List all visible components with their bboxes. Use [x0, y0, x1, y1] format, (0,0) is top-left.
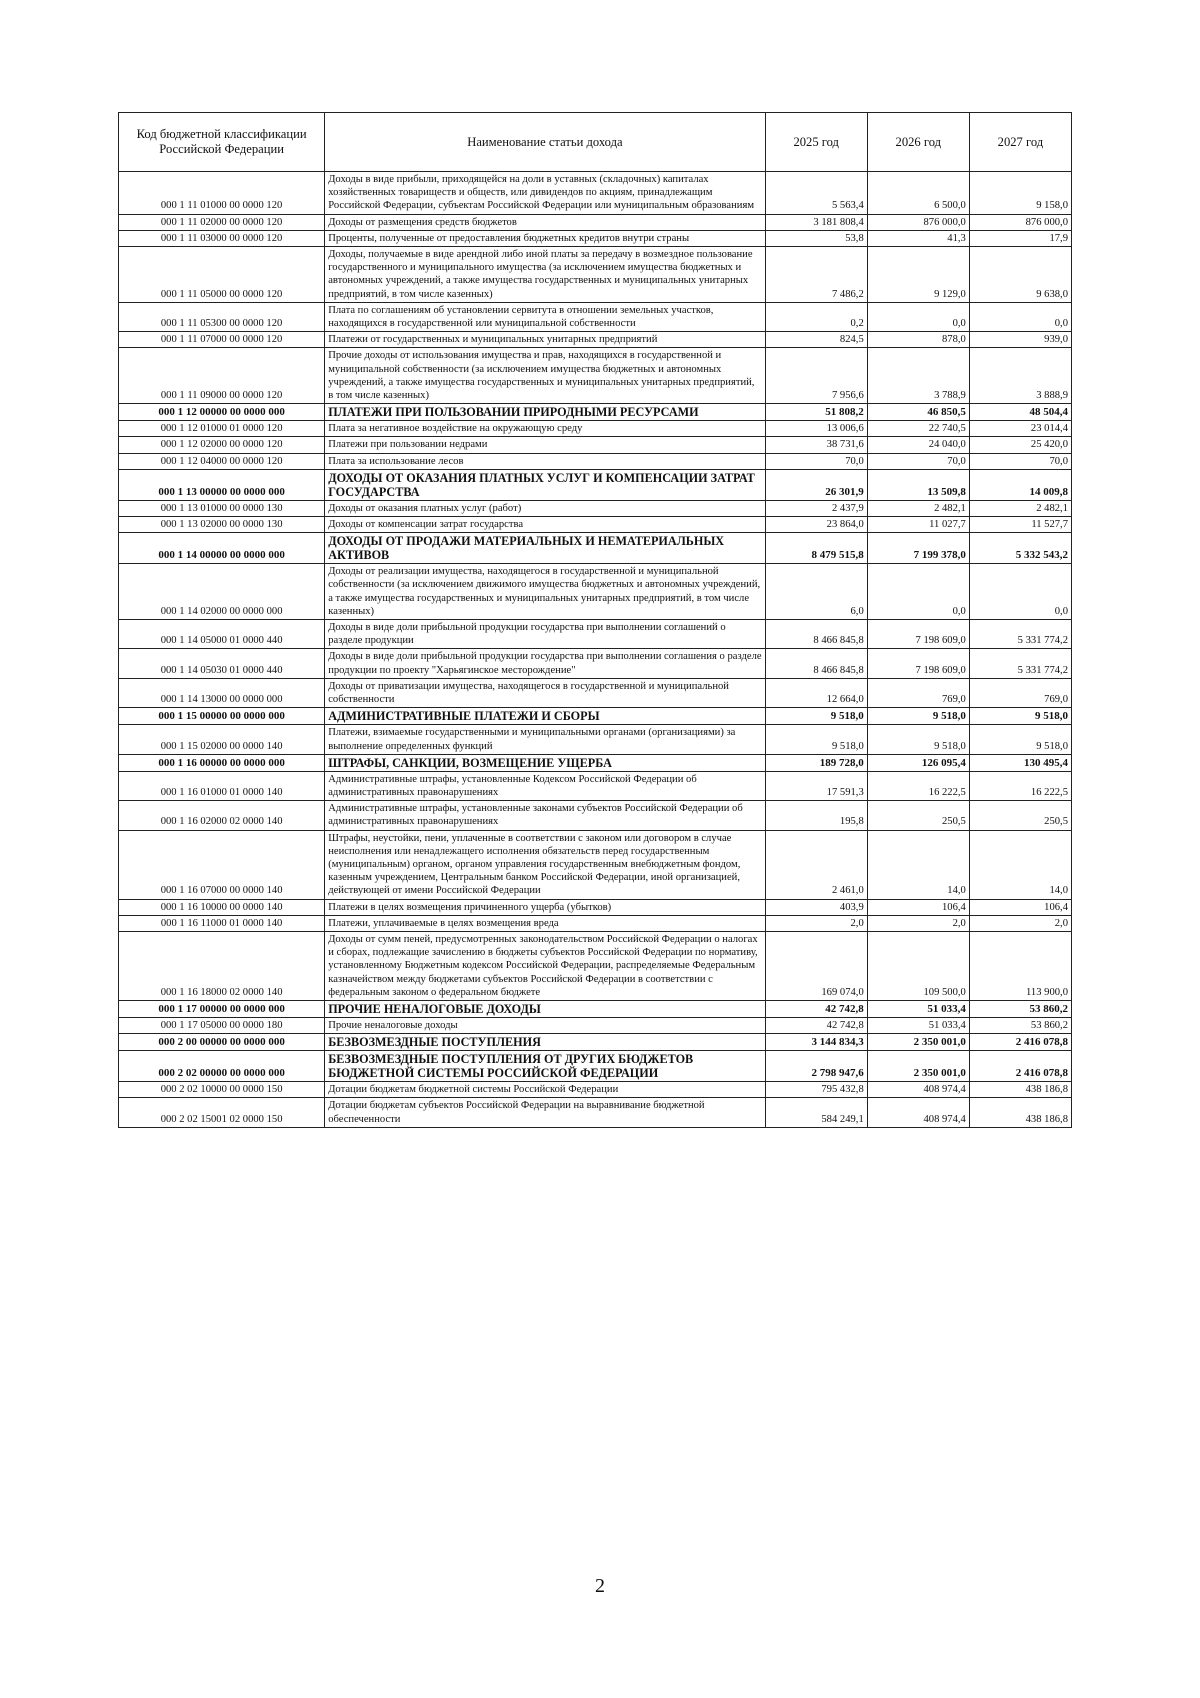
row-value-2026: 250,5 [867, 801, 969, 830]
row-value-2025: 26 301,9 [765, 469, 867, 500]
row-value-2026: 41,3 [867, 230, 969, 246]
row-value-2025: 189 728,0 [765, 754, 867, 771]
row-value-2025: 38 731,6 [765, 437, 867, 453]
table-header-row [119, 113, 1072, 172]
row-value-2027: 9 518,0 [969, 708, 1071, 725]
row-value-2025: 2,0 [765, 915, 867, 931]
row-value-2027: 5 331 774,2 [969, 620, 1071, 649]
row-value-2025: 195,8 [765, 801, 867, 830]
budget-revenue-sheet [118, 112, 1072, 1128]
row-code: 000 1 13 00000 00 0000 000 [119, 469, 325, 500]
row-code: 000 1 16 07000 00 0000 140 [119, 830, 325, 899]
row-value-2025: 2 461,0 [765, 830, 867, 899]
page-number: 2 [595, 1575, 605, 1597]
row-value-2027: 876 000,0 [969, 214, 1071, 230]
row-code: 000 1 11 01000 00 0000 120 [119, 172, 325, 215]
row-name: Платежи в целях возмещения причиненного ущерба (убытков) [325, 899, 765, 915]
row-value-2025: 12 664,0 [765, 678, 867, 707]
row-value-2026: 109 500,0 [867, 931, 969, 1000]
table-row [119, 1098, 1072, 1127]
table-row [119, 649, 1072, 678]
row-code: 000 1 15 02000 00 0000 140 [119, 725, 325, 754]
row-value-2027: 23 014,4 [969, 421, 1071, 437]
row-name: Платежи от государственных и муниципальных унитарных предприятий [325, 332, 765, 348]
row-code: 000 1 13 01000 00 0000 130 [119, 500, 325, 516]
row-name: Административные штрафы, установленные Кодексом Российской Федерации об административных правонарушениях [325, 771, 765, 800]
row-value-2026: 14,0 [867, 830, 969, 899]
row-value-2027: 113 900,0 [969, 931, 1071, 1000]
table-row-section [119, 754, 1072, 771]
row-value-2027: 53 860,2 [969, 1000, 1071, 1017]
row-value-2027: 2 416 078,8 [969, 1051, 1071, 1082]
row-code: 000 1 17 00000 00 0000 000 [119, 1000, 325, 1017]
revenue-table [118, 112, 1072, 1128]
row-name: Доходы от реализации имущества, находящегося в государственной и муниципальной собственности (за исключением движимого имущества бюджетных и автономных учреждений, а также имущества государственных и муниципальных унитарных предприятий, в том числе казенных) [325, 564, 765, 620]
header-name: Наименование статьи дохода [325, 113, 765, 172]
row-value-2027: 14,0 [969, 830, 1071, 899]
row-name: ШТРАФЫ, САНКЦИИ, ВОЗМЕЩЕНИЕ УЩЕРБА [325, 754, 765, 771]
row-value-2027: 130 495,4 [969, 754, 1071, 771]
row-value-2025: 8 479 515,8 [765, 533, 867, 564]
row-value-2027: 53 860,2 [969, 1017, 1071, 1033]
header-2025: 2025 год [765, 113, 867, 172]
table-row [119, 830, 1072, 899]
row-code: 000 1 14 05030 01 0000 440 [119, 649, 325, 678]
row-value-2026: 7 198 609,0 [867, 620, 969, 649]
table-row [119, 899, 1072, 915]
row-code: 000 1 16 10000 00 0000 140 [119, 899, 325, 915]
row-value-2025: 53,8 [765, 230, 867, 246]
row-value-2025: 3 144 834,3 [765, 1034, 867, 1051]
table-row [119, 678, 1072, 707]
table-row [119, 332, 1072, 348]
row-value-2025: 5 563,4 [765, 172, 867, 215]
row-value-2027: 16 222,5 [969, 771, 1071, 800]
table-row [119, 453, 1072, 469]
row-value-2025: 3 181 808,4 [765, 214, 867, 230]
row-value-2026: 0,0 [867, 564, 969, 620]
row-value-2026: 3 788,9 [867, 348, 969, 404]
row-code: 000 1 16 01000 01 0000 140 [119, 771, 325, 800]
row-code: 000 2 02 00000 00 0000 000 [119, 1051, 325, 1082]
row-value-2026: 51 033,4 [867, 1000, 969, 1017]
row-name: Дотации бюджетам бюджетной системы Российской Федерации [325, 1082, 765, 1098]
row-code: 000 1 11 05300 00 0000 120 [119, 302, 325, 331]
row-value-2027: 70,0 [969, 453, 1071, 469]
row-value-2025: 7 486,2 [765, 247, 867, 303]
header-2026: 2026 год [867, 113, 969, 172]
table-row [119, 517, 1072, 533]
row-value-2025: 23 864,0 [765, 517, 867, 533]
row-code: 000 1 12 01000 01 0000 120 [119, 421, 325, 437]
row-value-2025: 2 437,9 [765, 500, 867, 516]
row-name: Доходы в виде доли прибыльной продукции государства при выполнении соглашения о разделе продукции по проекту "Харьягинское месторождение" [325, 649, 765, 678]
table-row [119, 1082, 1072, 1098]
row-value-2026: 70,0 [867, 453, 969, 469]
row-value-2025: 2 798 947,6 [765, 1051, 867, 1082]
row-value-2025: 7 956,6 [765, 348, 867, 404]
table-row-section [119, 1034, 1072, 1051]
row-value-2027: 48 504,4 [969, 404, 1071, 421]
row-value-2026: 24 040,0 [867, 437, 969, 453]
row-code: 000 1 16 02000 02 0000 140 [119, 801, 325, 830]
row-value-2027: 17,9 [969, 230, 1071, 246]
row-code: 000 1 16 11000 01 0000 140 [119, 915, 325, 931]
table-row-section [119, 708, 1072, 725]
row-name: БЕЗВОЗМЕЗДНЫЕ ПОСТУПЛЕНИЯ [325, 1034, 765, 1051]
row-name: Прочие неналоговые доходы [325, 1017, 765, 1033]
table-row [119, 771, 1072, 800]
row-value-2026: 46 850,5 [867, 404, 969, 421]
row-value-2026: 126 095,4 [867, 754, 969, 771]
table-row [119, 564, 1072, 620]
table-row [119, 931, 1072, 1000]
row-value-2027: 250,5 [969, 801, 1071, 830]
row-value-2027: 5 331 774,2 [969, 649, 1071, 678]
row-value-2026: 9 518,0 [867, 708, 969, 725]
table-row [119, 172, 1072, 215]
row-value-2027: 2,0 [969, 915, 1071, 931]
row-value-2026: 6 500,0 [867, 172, 969, 215]
row-name: Прочие доходы от использования имущества и прав, находящихся в государственной и муниципальной собственности (за исключением имущества бюджетных и автономных учреждений, а также имущества государственных и муниципальных унитарных предприятий, в том числе казенных) [325, 348, 765, 404]
table-row [119, 214, 1072, 230]
row-code: 000 1 16 00000 00 0000 000 [119, 754, 325, 771]
row-name: Доходы от оказания платных услуг (работ) [325, 500, 765, 516]
row-value-2025: 70,0 [765, 453, 867, 469]
row-value-2025: 584 249,1 [765, 1098, 867, 1127]
row-value-2025: 9 518,0 [765, 708, 867, 725]
row-name: ДОХОДЫ ОТ ОКАЗАНИЯ ПЛАТНЫХ УСЛУГ И КОМПЕНСАЦИИ ЗАТРАТ ГОСУДАРСТВА [325, 469, 765, 500]
table-row-section [119, 404, 1072, 421]
table-row-section [119, 533, 1072, 564]
row-name: Доходы от сумм пеней, предусмотренных законодательством Российской Федерации о налогах и сборах, подлежащие зачислению в бюджеты субъектов Российской Федерации по нормативу, установленному Бюджетным кодексом Российской Федерации, распределяемые Федеральным казначейством между бюджетами субъектов Российской Федерации в соответствии с федеральным законом о федеральном бюджете [325, 931, 765, 1000]
row-name: Платежи, взимаемые государственными и муниципальными органами (организациями) за выполнение определенных функций [325, 725, 765, 754]
row-value-2026: 9 129,0 [867, 247, 969, 303]
row-value-2025: 13 006,6 [765, 421, 867, 437]
row-value-2027: 0,0 [969, 564, 1071, 620]
row-name: Плата за использование лесов [325, 453, 765, 469]
row-value-2027: 939,0 [969, 332, 1071, 348]
row-code: 000 1 17 05000 00 0000 180 [119, 1017, 325, 1033]
row-value-2025: 9 518,0 [765, 725, 867, 754]
row-value-2026: 9 518,0 [867, 725, 969, 754]
table-row [119, 421, 1072, 437]
row-code: 000 1 11 02000 00 0000 120 [119, 214, 325, 230]
row-value-2027: 438 186,8 [969, 1098, 1071, 1127]
row-name: Доходы в виде прибыли, приходящейся на доли в уставных (складочных) капиталах хозяйственных товариществ и обществ, или дивидендов по акциям, принадлежащим Российской Федерации, субъектам Российской Федерации или муниципальным образованиям [325, 172, 765, 215]
table-row [119, 348, 1072, 404]
row-value-2026: 2 350 001,0 [867, 1051, 969, 1082]
row-value-2026: 876 000,0 [867, 214, 969, 230]
row-code: 000 1 13 02000 00 0000 130 [119, 517, 325, 533]
row-value-2025: 403,9 [765, 899, 867, 915]
row-value-2026: 11 027,7 [867, 517, 969, 533]
row-value-2026: 7 198 609,0 [867, 649, 969, 678]
row-value-2027: 9 158,0 [969, 172, 1071, 215]
row-value-2027: 3 888,9 [969, 348, 1071, 404]
row-value-2027: 438 186,8 [969, 1082, 1071, 1098]
row-value-2027: 2 482,1 [969, 500, 1071, 516]
table-row [119, 725, 1072, 754]
row-code: 000 1 11 05000 00 0000 120 [119, 247, 325, 303]
row-value-2027: 9 518,0 [969, 725, 1071, 754]
row-name: Доходы в виде доли прибыльной продукции государства при выполнении соглашений о разделе продукции [325, 620, 765, 649]
table-row-section [119, 469, 1072, 500]
row-value-2026: 51 033,4 [867, 1017, 969, 1033]
table-row-section [119, 1000, 1072, 1017]
row-value-2026: 7 199 378,0 [867, 533, 969, 564]
row-code: 000 1 16 18000 02 0000 140 [119, 931, 325, 1000]
row-value-2025: 8 466 845,8 [765, 620, 867, 649]
row-value-2026: 2,0 [867, 915, 969, 931]
row-code: 000 1 12 04000 00 0000 120 [119, 453, 325, 469]
table-row [119, 620, 1072, 649]
header-code: Код бюджетной классификации Российской Федерации [119, 113, 325, 172]
row-code: 000 1 12 00000 00 0000 000 [119, 404, 325, 421]
row-value-2027: 2 416 078,8 [969, 1034, 1071, 1051]
row-value-2027: 769,0 [969, 678, 1071, 707]
table-row [119, 437, 1072, 453]
row-name: ПРОЧИЕ НЕНАЛОГОВЫЕ ДОХОДЫ [325, 1000, 765, 1017]
row-code: 000 1 14 13000 00 0000 000 [119, 678, 325, 707]
row-name: Плата по соглашениям об установлении сервитута в отношении земельных участков, находящихся в государственной или муниципальной собственности [325, 302, 765, 331]
row-value-2025: 51 808,2 [765, 404, 867, 421]
row-value-2025: 8 466 845,8 [765, 649, 867, 678]
table-row [119, 302, 1072, 331]
row-value-2025: 169 074,0 [765, 931, 867, 1000]
row-value-2026: 22 740,5 [867, 421, 969, 437]
row-name: Доходы от размещения средств бюджетов [325, 214, 765, 230]
row-value-2025: 17 591,3 [765, 771, 867, 800]
row-value-2027: 5 332 543,2 [969, 533, 1071, 564]
row-value-2026: 106,4 [867, 899, 969, 915]
row-value-2027: 9 638,0 [969, 247, 1071, 303]
row-code: 000 2 02 10000 00 0000 150 [119, 1082, 325, 1098]
row-name: Штрафы, неустойки, пени, уплаченные в соответствии с законом или договором в случае неисполнения или ненадлежащего исполнения обязательств перед государственным (муниципальным) органом, органом управления государственным внебюджетным фондом, казенным учреждением, Центральным банком Российской Федерации, иной организацией, действующей от имени Российской Федерации [325, 830, 765, 899]
row-value-2027: 0,0 [969, 302, 1071, 331]
row-value-2027: 14 009,8 [969, 469, 1071, 500]
row-name: Доходы от компенсации затрат государства [325, 517, 765, 533]
row-name: БЕЗВОЗМЕЗДНЫЕ ПОСТУПЛЕНИЯ ОТ ДРУГИХ БЮДЖЕТОВ БЮДЖЕТНОЙ СИСТЕМЫ РОССИЙСКОЙ ФЕДЕРАЦИИ [325, 1051, 765, 1082]
row-value-2026: 2 350 001,0 [867, 1034, 969, 1051]
row-value-2027: 25 420,0 [969, 437, 1071, 453]
row-code: 000 1 12 02000 00 0000 120 [119, 437, 325, 453]
row-value-2025: 6,0 [765, 564, 867, 620]
row-name: Дотации бюджетам субъектов Российской Федерации на выравнивание бюджетной обеспеченности [325, 1098, 765, 1127]
table-body [119, 172, 1072, 1128]
row-value-2026: 0,0 [867, 302, 969, 331]
row-name: Доходы, получаемые в виде арендной либо иной платы за передачу в возмездное пользование государственного и муниципального имущества (за исключением имущества бюджетных и автономных учреждений, а также имущества государственных и муниципальных унитарных предприятий, в том числе казенных) [325, 247, 765, 303]
row-value-2025: 795 432,8 [765, 1082, 867, 1098]
row-code: 000 1 11 03000 00 0000 120 [119, 230, 325, 246]
row-name: АДМИНИСТРАТИВНЫЕ ПЛАТЕЖИ И СБОРЫ [325, 708, 765, 725]
row-code: 000 2 00 00000 00 0000 000 [119, 1034, 325, 1051]
row-value-2025: 824,5 [765, 332, 867, 348]
row-value-2027: 11 527,7 [969, 517, 1071, 533]
row-code: 000 1 11 09000 00 0000 120 [119, 348, 325, 404]
row-name: ДОХОДЫ ОТ ПРОДАЖИ МАТЕРИАЛЬНЫХ И НЕМАТЕРИАЛЬНЫХ АКТИВОВ [325, 533, 765, 564]
row-value-2026: 2 482,1 [867, 500, 969, 516]
table-row [119, 500, 1072, 516]
table-row [119, 915, 1072, 931]
row-code: 000 2 02 15001 02 0000 150 [119, 1098, 325, 1127]
row-name: Платежи, уплачиваемые в целях возмещения вреда [325, 915, 765, 931]
row-value-2026: 13 509,8 [867, 469, 969, 500]
row-value-2026: 408 974,4 [867, 1098, 969, 1127]
table-row [119, 1017, 1072, 1033]
row-name: Платежи при пользовании недрами [325, 437, 765, 453]
row-name: ПЛАТЕЖИ ПРИ ПОЛЬЗОВАНИИ ПРИРОДНЫМИ РЕСУРСАМИ [325, 404, 765, 421]
row-code: 000 1 14 05000 01 0000 440 [119, 620, 325, 649]
row-name: Доходы от приватизации имущества, находящегося в государственной и муниципальной собственности [325, 678, 765, 707]
row-value-2026: 16 222,5 [867, 771, 969, 800]
table-row-section [119, 1051, 1072, 1082]
row-value-2027: 106,4 [969, 899, 1071, 915]
row-code: 000 1 14 00000 00 0000 000 [119, 533, 325, 564]
row-code: 000 1 14 02000 00 0000 000 [119, 564, 325, 620]
table-row [119, 230, 1072, 246]
row-value-2026: 878,0 [867, 332, 969, 348]
row-value-2025: 42 742,8 [765, 1017, 867, 1033]
row-code: 000 1 15 00000 00 0000 000 [119, 708, 325, 725]
row-value-2025: 42 742,8 [765, 1000, 867, 1017]
row-name: Административные штрафы, установленные законами субъектов Российской Федерации об административных правонарушениях [325, 801, 765, 830]
row-name: Плата за негативное воздействие на окружающую среду [325, 421, 765, 437]
table-row [119, 801, 1072, 830]
table-row [119, 247, 1072, 303]
row-value-2026: 408 974,4 [867, 1082, 969, 1098]
row-value-2026: 769,0 [867, 678, 969, 707]
row-name: Проценты, полученные от предоставления бюджетных кредитов внутри страны [325, 230, 765, 246]
row-code: 000 1 11 07000 00 0000 120 [119, 332, 325, 348]
row-value-2025: 0,2 [765, 302, 867, 331]
header-2027: 2027 год [969, 113, 1071, 172]
